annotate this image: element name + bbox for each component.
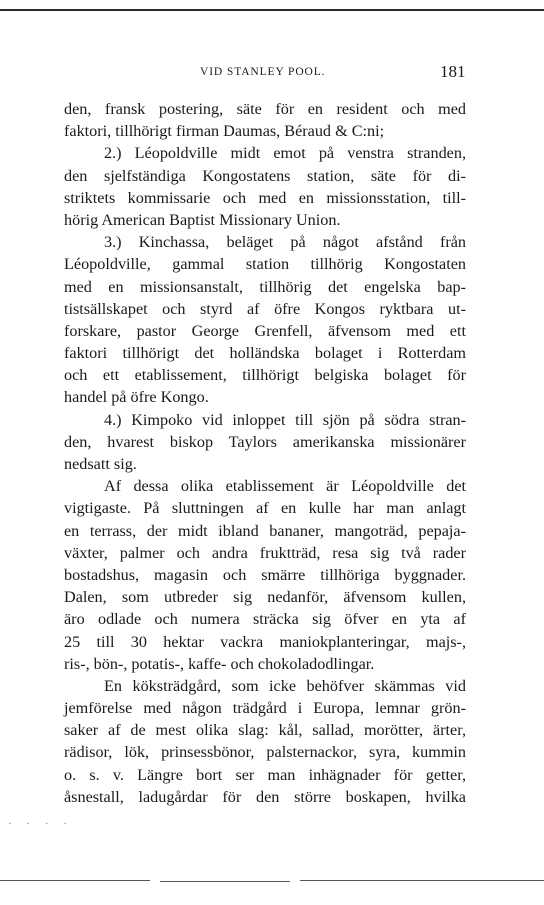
text-line: äro odlade och numera sträcka sig öfver en yta af xyxy=(64,610,466,629)
text-line: faktori, tillhörigt firman Daumas, Béraud & C:ni; xyxy=(64,122,385,141)
bottom-edge-rule-left xyxy=(0,880,150,881)
top-edge-rule xyxy=(0,9,544,11)
text-line: 3.) Kinchassa, beläget på något afstånd från xyxy=(104,233,466,252)
text-line: ris-, bön-, potatis-, kaffe- och chokoladodlingar. xyxy=(64,654,375,673)
scan-specks: · · · · xyxy=(8,818,73,830)
running-head: VID STANLEY POOL. xyxy=(200,66,326,78)
text-line: handel på öfre Kongo. xyxy=(64,388,209,407)
text-line: åsnestall, ladugårdar för den större boskapen, hvilka xyxy=(64,787,466,806)
text-line: jemförelse med någon trädgård i Europa, lemnar grön- xyxy=(64,699,466,718)
text-line: En köksträdgård, som icke behöfver skämmas vid xyxy=(104,676,466,695)
text-line: 2.) Léopoldville midt emot på venstra stranden, xyxy=(104,144,466,163)
text-line: 25 till 30 hektar vackra maniokplanteringar, majs-, xyxy=(64,632,466,651)
bottom-edge-rule-middle xyxy=(160,881,290,882)
text-line: den sjelfständiga Kongostatens station, säte för di- xyxy=(64,166,466,185)
text-line: bostadshus, magasin och smärre tillhöriga byggnader. xyxy=(64,565,466,584)
text-line: rädisor, lök, prinsessbönor, palsternackor, syra, kummin xyxy=(64,743,466,762)
text-line: striktets kommissarie och med en missionsstation, till- xyxy=(64,188,466,207)
text-line: forskare, pastor George Grenfell, äfvensom med ett xyxy=(64,321,466,340)
text-line: Léopoldville, gammal station tillhörig Kongostaten xyxy=(64,255,466,274)
text-line: växter, palmer och andra fruktträd, resa sig två rader xyxy=(64,543,466,562)
page-number: 181 xyxy=(440,62,466,81)
text-line: och ett etablissement, tillhörigt belgiska bolaget för xyxy=(64,366,466,385)
text-line: en terrass, der midt ibland bananer, mangoträd, pepaja- xyxy=(64,521,466,540)
body-text xyxy=(64,98,466,808)
text-line: nedsatt sig. xyxy=(64,455,137,473)
text-line: den, fransk postering, säte för en resident och med xyxy=(64,100,466,118)
bottom-edge-rule-right xyxy=(300,880,544,881)
text-line: saker af de mest olika slag: kål, sallad, morötter, ärter, xyxy=(64,721,466,740)
text-line: o. s. v. Längre bort ser man inhägnader för getter, xyxy=(64,765,466,784)
text-line: den, hvarest biskop Taylors amerikanska missionärer xyxy=(64,432,466,451)
text-line: faktori tillhörigt det holländska bolaget i Rotterdam xyxy=(64,344,466,363)
text-line: tistsällskapet och styrd af öfre Kongos ryktbara ut- xyxy=(64,299,466,318)
text-line: 4.) Kimpoko vid inloppet till sjön på södra stran- xyxy=(104,410,466,429)
text-line: med en missionsanstalt, tillhörig det engelska bap- xyxy=(64,277,466,296)
text-line: hörig American Baptist Missionary Union. xyxy=(64,210,341,229)
text-line: Dalen, som utbreder sig nedanför, äfvensom kullen, xyxy=(64,588,466,607)
text-line: vigtigaste. På sluttningen af en kulle har man anlagt xyxy=(64,499,466,518)
text-line: Af dessa olika etablissement är Léopoldville det xyxy=(104,477,466,496)
